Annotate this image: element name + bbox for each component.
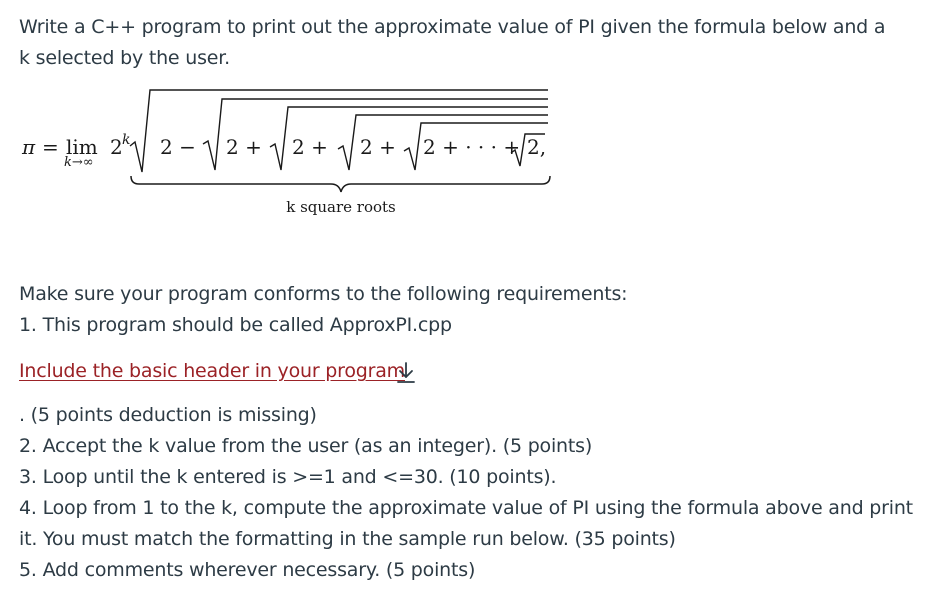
radical-signs — [130, 90, 548, 172]
formula-term-2: 2 + — [226, 135, 262, 159]
requirement-note: . (5 points deduction is missing) — [19, 404, 317, 426]
underbrace — [131, 176, 550, 192]
requirement-5: 5. Add comments wherever necessary. (5 points) — [19, 559, 476, 581]
requirements-intro: Make sure your program conforms to the following requirements: — [19, 283, 628, 305]
requirement-2: 2. Accept the k value from the user (as an integer). (5 points) — [19, 435, 593, 457]
intro-paragraph: Write a C++ program to print out the approximate value of PI given the formula below and a k selected by the user. — [19, 16, 886, 69]
requirement-4: 4. Loop from 1 to the k, compute the approximate value of PI using the formula above and print it. You must match the formatting in the sample run below. (35 points) — [19, 497, 913, 550]
formula-pi: π — [22, 135, 36, 159]
formula-term-1: 2 − — [160, 135, 196, 159]
underbrace-label: k square roots — [286, 198, 396, 216]
formula-lim: lim — [66, 135, 98, 159]
pi-formula — [18, 86, 598, 226]
formula-term-3: 2 + — [292, 135, 328, 159]
formula-equals: = — [42, 135, 59, 159]
formula-term-4: 2 + — [360, 135, 396, 159]
formula-base: 2 — [110, 135, 123, 159]
formula-term-6: 2, — [527, 135, 547, 159]
formula-term-5: 2 + · · · + — [423, 135, 521, 159]
requirement-1: 1. This program should be called ApproxPI.cpp — [19, 314, 452, 336]
formula-lim-subscript: k→∞ — [64, 155, 94, 170]
formula-exponent: k — [122, 132, 131, 148]
download-arrow-icon[interactable] — [395, 361, 417, 385]
include-header-link[interactable]: Include the basic header in your program — [19, 360, 405, 382]
requirement-3: 3. Loop until the k entered is >=1 and <=30. (10 points). — [19, 466, 557, 488]
